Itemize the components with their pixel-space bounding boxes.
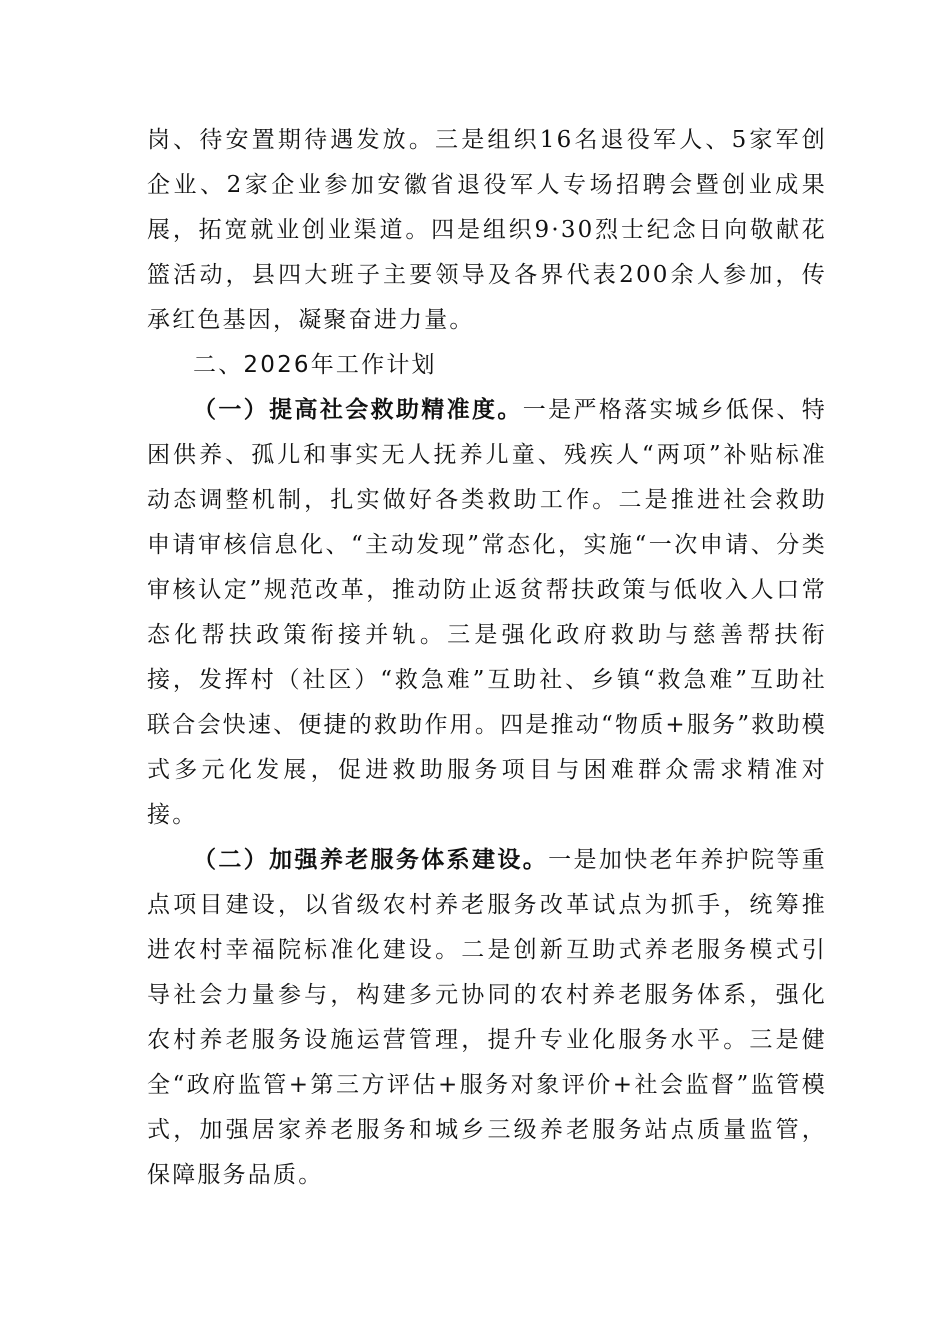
item-lead-social-assistance: （一）提高社会救助精准度。: [193, 397, 523, 423]
list-item-elderly-care: [147, 838, 827, 1198]
list-item-social-assistance: [147, 388, 827, 838]
item-body-elderly-care: 一是加快老年养护院等重点项目建设，以省级农村养老服务改革试点为抓手，统筹推进农村幸福院标准化建设。二是创新互助式养老服务模式引导社会力量参与，构建多元协同的农村养老服务体系，强化农村养老服务设施运营管理，提升专业化服务水平。三是健全“政府监管+第三方评估+服务对象评价+社会监督”监管模式，加强居家养老服务和城乡三级养老服务站点质量监管，保障服务品质。: [147, 847, 827, 1188]
paragraph-continuation: 岗、待安置期待遇发放。三是组织16名退役军人、5家军创企业、2家企业参加安徽省退役军人专场招聘会暨创业成果展，拓宽就业创业渠道。四是组织9·30烈士纪念日向敬献花篮活动，县四大班子主要领导及各界代表200余人参加，传承红色基因，凝聚奋进力量。: [147, 127, 827, 333]
document-body: [147, 118, 827, 1198]
item-lead-elderly-care: （二）加强养老服务体系建设。: [193, 847, 549, 873]
section-heading: 二、2026年工作计划: [193, 352, 437, 378]
item-body-social-assistance: 一是严格落实城乡低保、特困供养、孤儿和事实无人抚养儿童、残疾人“两项”补贴标准动态调整机制，扎实做好各类救助工作。二是推进社会救助申请审核信息化、“主动发现”常态化，实施“一次申请、分类审核认定”规范改革，推动防止返贫帮扶政策与低收入人口常态化帮扶政策衔接并轨。三是强化政府救助与慈善帮扶衔接，发挥村（社区）“救急难”互助社、乡镇“救急难”互助社联合会快速、便捷的救助作用。四是推动“物质+服务”救助模式多元化发展，促进救助服务项目与困难群众需求精准对接。: [147, 397, 827, 828]
